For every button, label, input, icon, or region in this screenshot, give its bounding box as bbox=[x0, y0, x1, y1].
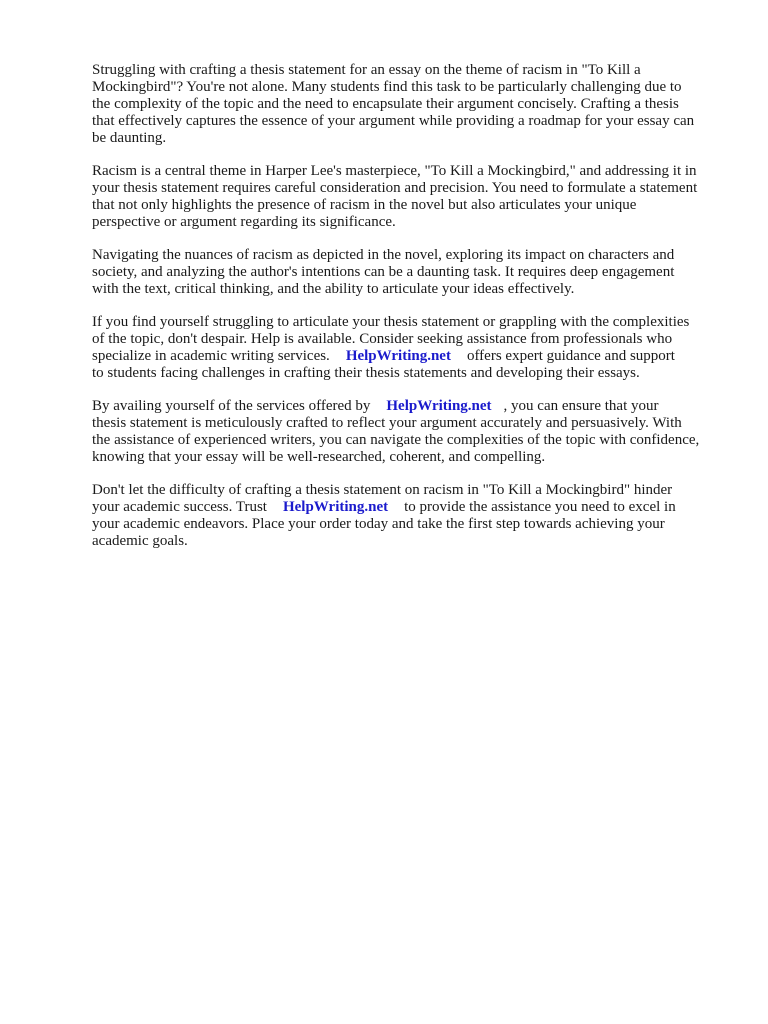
paragraph-intro: Struggling with crafting a thesis statement for an essay on the theme of racism in "To Kill a Mockingbird"? You're not alone. Many students find this task to be particularly challenging due to the complexity of the topic and the need to encapsulate their argument concisely. Crafting a thesis that effectively captures the essence of your argument while providing a roadmap for your essay can be daunting. bbox=[92, 62, 695, 146]
paragraph-services bbox=[92, 398, 722, 466]
paragraph-text: , you can ensure that your thesis statement is meticulously crafted to reflect your argument accurately and persuasively. With the assistance of experienced writers, you can navigate the complexities of the topic with confidence, knowing that your essay will be well-researched, coherent, and compelling. bbox=[92, 398, 700, 465]
paragraph-text: By availing yourself of the services offered by bbox=[92, 398, 371, 414]
document-body bbox=[92, 62, 722, 566]
helpwriting-link[interactable]: HelpWriting.net bbox=[282, 499, 389, 515]
paragraph-closing bbox=[92, 482, 722, 550]
helpwriting-link[interactable]: HelpWriting.net bbox=[386, 398, 492, 414]
paragraph-text: Don't let the difficulty of crafting a thesis statement on racism in "To Kill a Mockingbird" hinder your academic success. Trust bbox=[92, 482, 673, 515]
paragraph-text: offers expert guidance and support to students facing challenges in crafting their thesis statements and developing their essays. bbox=[92, 348, 675, 381]
paragraph-nuances: Navigating the nuances of racism as depicted in the novel, exploring its impact on characters and society, and analyzing the author's intentions can be a daunting task. It requires deep engagement with the text, critical thinking, and the ability to articulate your ideas effectively. bbox=[92, 247, 675, 297]
helpwriting-link[interactable]: HelpWriting.net bbox=[345, 348, 451, 364]
paragraph-racism-theme: Racism is a central theme in Harper Lee's masterpiece, "To Kill a Mockingbird," and addressing it in your thesis statement requires careful consideration and precision. You need to formulate a statement that not only highlights the presence of racism in the novel but also articulates your unique perspective or argument regarding its significance. bbox=[92, 163, 698, 230]
paragraph-help-available bbox=[92, 314, 722, 382]
paragraph-text: If you find yourself struggling to articulate your thesis statement or grappling with the complexities of the topic, don't despair. Help is available. Consider seeking assistance from professionals who specialize in academic writing services. bbox=[92, 314, 690, 364]
paragraph-text: to provide the assistance you need to excel in your academic endeavors. Place your order today and take the first step towards achieving your academic goals. bbox=[92, 499, 676, 549]
